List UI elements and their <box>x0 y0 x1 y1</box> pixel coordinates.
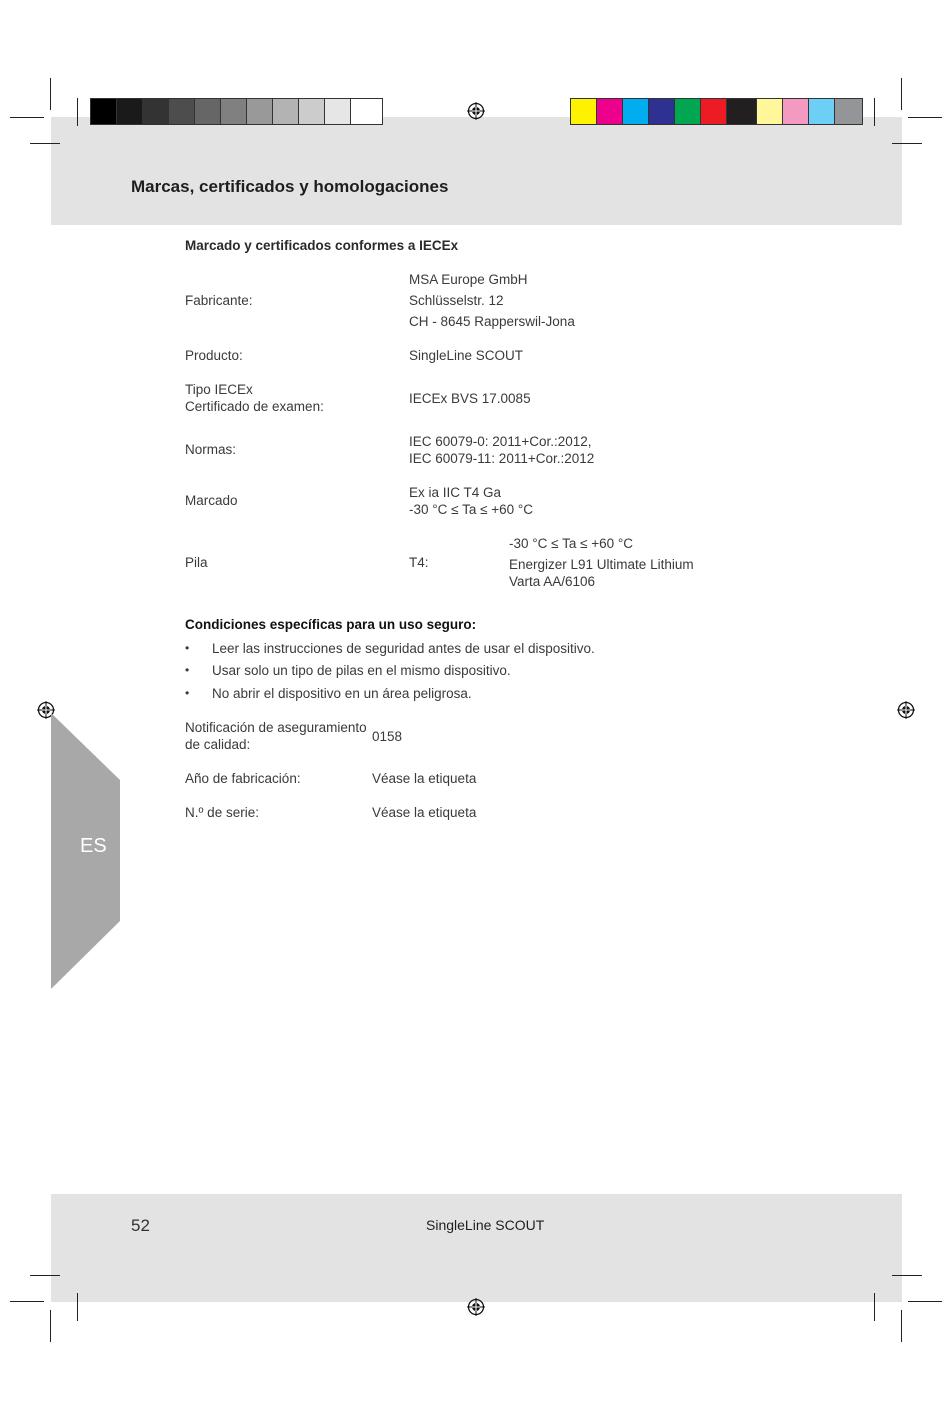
color-swatch <box>674 98 701 125</box>
gray-swatch <box>116 98 143 125</box>
pila-label: Pila <box>185 555 208 570</box>
language-tab-label[interactable]: ES <box>80 835 107 857</box>
notif-value: 0158 <box>372 729 403 744</box>
color-swatch <box>726 98 757 125</box>
gray-swatch <box>350 98 383 125</box>
gray-swatch <box>272 98 299 125</box>
normas-label: Normas: <box>185 442 237 457</box>
producto-label: Producto: <box>185 348 243 363</box>
tipo-value: IECEx BVS 17.0085 <box>409 391 531 406</box>
pila-line: -30 °C ≤ Ta ≤ +60 °C <box>509 536 634 551</box>
color-swatch <box>756 98 783 125</box>
crop-mark <box>77 1293 78 1321</box>
section-heading: Marcado y certificados conformes a IECEx <box>185 238 459 253</box>
condition-item: Usar solo un tipo de pilas en el mismo dispositivo. <box>212 663 511 678</box>
footer-product: SingleLine SCOUT <box>426 1217 545 1233</box>
registration-mark-icon <box>467 1298 485 1316</box>
anio-label: Año de fabricación: <box>185 771 301 786</box>
crop-mark <box>892 1275 922 1276</box>
color-swatch <box>570 98 597 125</box>
page-number: 52 <box>131 1216 150 1235</box>
gray-swatch <box>324 98 351 125</box>
serie-value: Véase la etiqueta <box>372 805 477 820</box>
crop-mark <box>892 143 922 144</box>
condition-item: Leer las instrucciones de seguridad antes de usar el dispositivo. <box>212 641 595 656</box>
gray-swatch <box>90 98 117 125</box>
gray-swatch <box>142 98 169 125</box>
crop-mark <box>901 1310 902 1342</box>
fabricante-line: Schlüsselstr. 12 <box>409 293 504 308</box>
normas-line: IEC 60079-0: 2011+Cor.:2012, <box>409 434 592 449</box>
conditions-heading: Condiciones específicas para un uso seguro: <box>185 617 477 632</box>
bullet-marker: • <box>185 663 190 677</box>
crop-mark <box>874 98 875 126</box>
tipo-label-line: Tipo IECEx <box>185 382 253 397</box>
crop-mark <box>50 1310 51 1342</box>
crop-mark <box>10 117 44 118</box>
bullet-marker: • <box>185 641 190 655</box>
gray-swatch <box>168 98 195 125</box>
pila-line: Energizer L91 Ultimate Lithium <box>509 557 694 572</box>
crop-mark <box>10 1301 44 1302</box>
gray-swatch <box>220 98 247 125</box>
fabricante-line: MSA Europe GmbH <box>409 272 528 287</box>
crop-mark <box>908 117 942 118</box>
registration-mark-icon <box>897 701 915 719</box>
producto-value: SingleLine SCOUT <box>409 348 524 363</box>
fabricante-label: Fabricante: <box>185 293 253 308</box>
notif-label-line: Notificación de aseguramiento <box>185 720 367 735</box>
crop-mark <box>30 143 60 144</box>
crop-mark <box>50 78 51 110</box>
color-swatch <box>622 98 649 125</box>
crop-mark <box>901 78 902 110</box>
registration-mark-icon <box>467 102 485 120</box>
marcado-label: Marcado <box>185 493 238 508</box>
marcado-line: -30 °C ≤ Ta ≤ +60 °C <box>409 502 534 517</box>
color-swatch <box>648 98 675 125</box>
page-title: Marcas, certificados y homologaciones <box>131 177 449 196</box>
footer-band <box>51 1194 902 1302</box>
notif-label-line: de calidad: <box>185 737 251 752</box>
crop-mark <box>30 1275 60 1276</box>
color-swatch <box>700 98 727 125</box>
tipo-label-line: Certificado de examen: <box>185 399 324 414</box>
color-swatch <box>596 98 623 125</box>
bullet-marker: • <box>185 686 190 700</box>
crop-mark <box>77 98 78 126</box>
gray-swatch <box>194 98 221 125</box>
color-swatch <box>782 98 809 125</box>
crop-mark <box>908 1301 942 1302</box>
color-swatch <box>808 98 835 125</box>
gray-swatch <box>298 98 325 125</box>
pila-t4: T4: <box>409 555 429 570</box>
marcado-line: Ex ia IIC T4 Ga <box>409 485 502 500</box>
gray-swatch <box>246 98 273 125</box>
pila-line: Varta AA/6106 <box>509 574 596 589</box>
color-swatch <box>834 98 863 125</box>
header-band <box>51 117 902 225</box>
serie-label: N.º de serie: <box>185 805 259 820</box>
condition-item: No abrir el dispositivo en un área peligrosa. <box>212 686 472 701</box>
crop-mark <box>874 1293 875 1321</box>
fabricante-line: CH - 8645 Rapperswil-Jona <box>409 314 575 329</box>
anio-value: Véase la etiqueta <box>372 771 477 786</box>
normas-line: IEC 60079-11: 2011+Cor.:2012 <box>409 451 595 466</box>
